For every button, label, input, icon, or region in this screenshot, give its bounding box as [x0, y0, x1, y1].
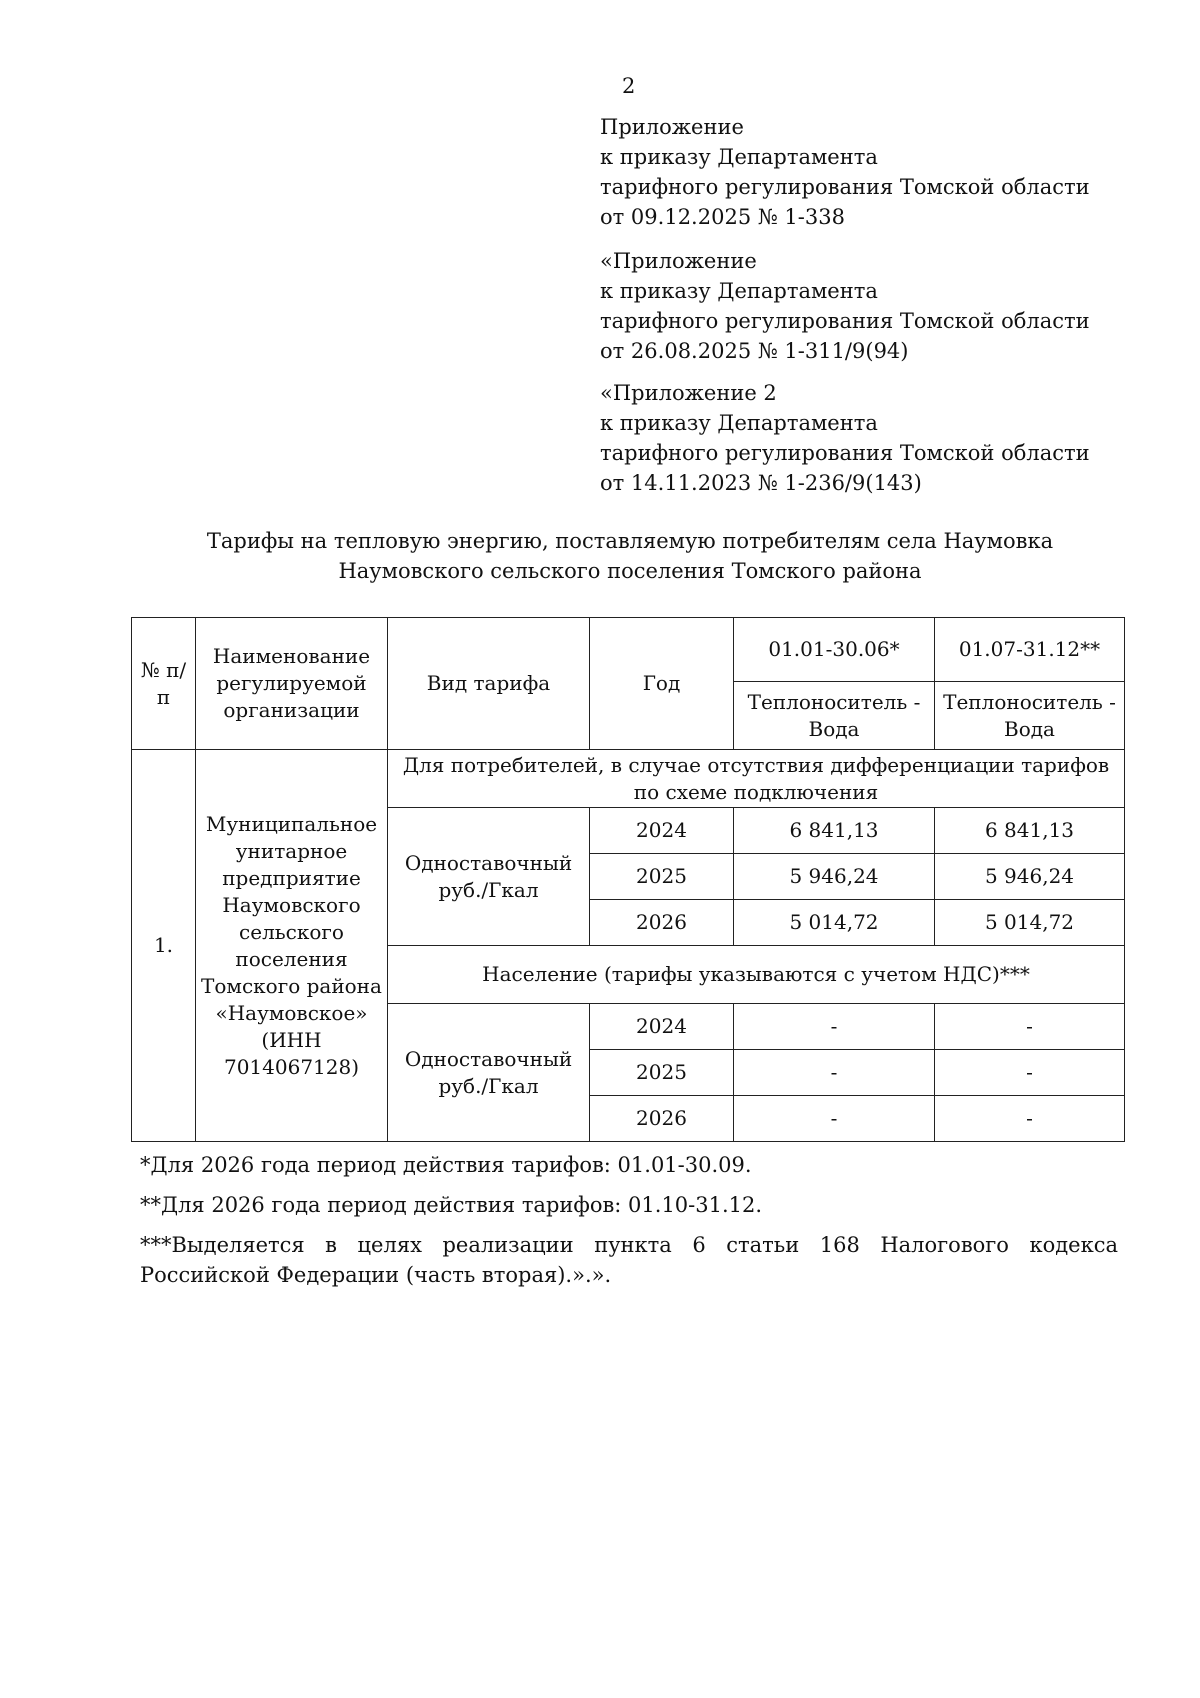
header-carrier-1: Теплоноситель - Вода	[734, 682, 935, 750]
appendix-line: тарифного регулирования Томской области	[600, 441, 1090, 465]
tariff-value: -	[734, 1004, 935, 1050]
header-number: № п/п	[132, 618, 196, 750]
header-carrier-2: Теплоноситель - Вода	[935, 682, 1125, 750]
tariff-value: -	[935, 1004, 1125, 1050]
organization-name: Муниципальное унитарное предприятие Наумовского сельского поселения Томского района «Наумовское» (ИНН 7014067128)	[196, 750, 388, 1142]
tariff-value: 5 014,72	[734, 900, 935, 946]
tariff-value: 5 946,24	[935, 854, 1125, 900]
header-period-1: 01.01-30.06*	[734, 618, 935, 682]
appendix-block-current	[600, 112, 1120, 232]
appendix-line: «Приложение 2	[600, 381, 777, 405]
tariff-value: -	[935, 1096, 1125, 1142]
appendix-line: тарифного регулирования Томской области	[600, 175, 1090, 199]
row-number: 1.	[132, 750, 196, 1142]
tariff-value: 5 946,24	[734, 854, 935, 900]
year-cell: 2024	[590, 808, 734, 854]
tariff-value: -	[734, 1050, 935, 1096]
appendix-line: от 26.08.2025 № 1-311/9(94)	[600, 339, 909, 363]
header-tariff-type: Вид тарифа	[388, 618, 590, 750]
title-line-2: Наумовского сельского поселения Томского района	[338, 559, 922, 583]
header-organization: Наименование регулируемой организации	[196, 618, 388, 750]
year-cell: 2026	[590, 1096, 734, 1142]
tariff-type-cell: Одноставочный руб./Гкал	[388, 1004, 590, 1142]
year-cell: 2025	[590, 1050, 734, 1096]
tariff-value: 6 841,13	[734, 808, 935, 854]
appendix-line: к приказу Департамента	[600, 411, 878, 435]
appendix-line: к приказу Департамента	[600, 279, 878, 303]
header-period-2: 01.07-31.12**	[935, 618, 1125, 682]
year-cell: 2026	[590, 900, 734, 946]
footnote-3: ***Выделяется в целях реализации пункта 6 статьи 168 Налогового кодекса Российской Федерации (часть вторая).».».	[140, 1233, 1118, 1287]
appendix-block-original	[600, 378, 1120, 498]
title-line-1: Тарифы на тепловую энергию, поставляемую потребителям села Наумовка	[206, 529, 1054, 553]
appendix-line: тарифного регулирования Томской области	[600, 309, 1090, 333]
tariff-value: -	[935, 1050, 1125, 1096]
appendix-line: Приложение	[600, 115, 744, 139]
header-year: Год	[590, 618, 734, 750]
footnote-1: *Для 2026 года период действия тарифов: 01.01-30.09.	[140, 1153, 752, 1177]
tariff-table	[131, 617, 1125, 1142]
tariff-value: 6 841,13	[935, 808, 1125, 854]
year-cell: 2024	[590, 1004, 734, 1050]
tariff-value: -	[734, 1096, 935, 1142]
appendix-line: от 14.11.2023 № 1-236/9(143)	[600, 471, 922, 495]
footnote-2: **Для 2026 года период действия тарифов: 01.10-31.12.	[140, 1193, 763, 1217]
group-label-consumers: Для потребителей, в случае отсутствия дифференциации тарифов по схеме подключения	[388, 750, 1125, 808]
group-label-population: Население (тарифы указываются с учетом НДС)***	[388, 946, 1125, 1004]
appendix-line: от 09.12.2025 № 1-338	[600, 205, 845, 229]
page-number: 2	[622, 74, 636, 98]
document-title	[120, 526, 1140, 586]
appendix-block-prior	[600, 246, 1120, 366]
appendix-line: к приказу Департамента	[600, 145, 878, 169]
tariff-type-cell: Одноставочный руб./Гкал	[388, 808, 590, 946]
appendix-line: «Приложение	[600, 249, 757, 273]
tariff-value: 5 014,72	[935, 900, 1125, 946]
year-cell: 2025	[590, 854, 734, 900]
